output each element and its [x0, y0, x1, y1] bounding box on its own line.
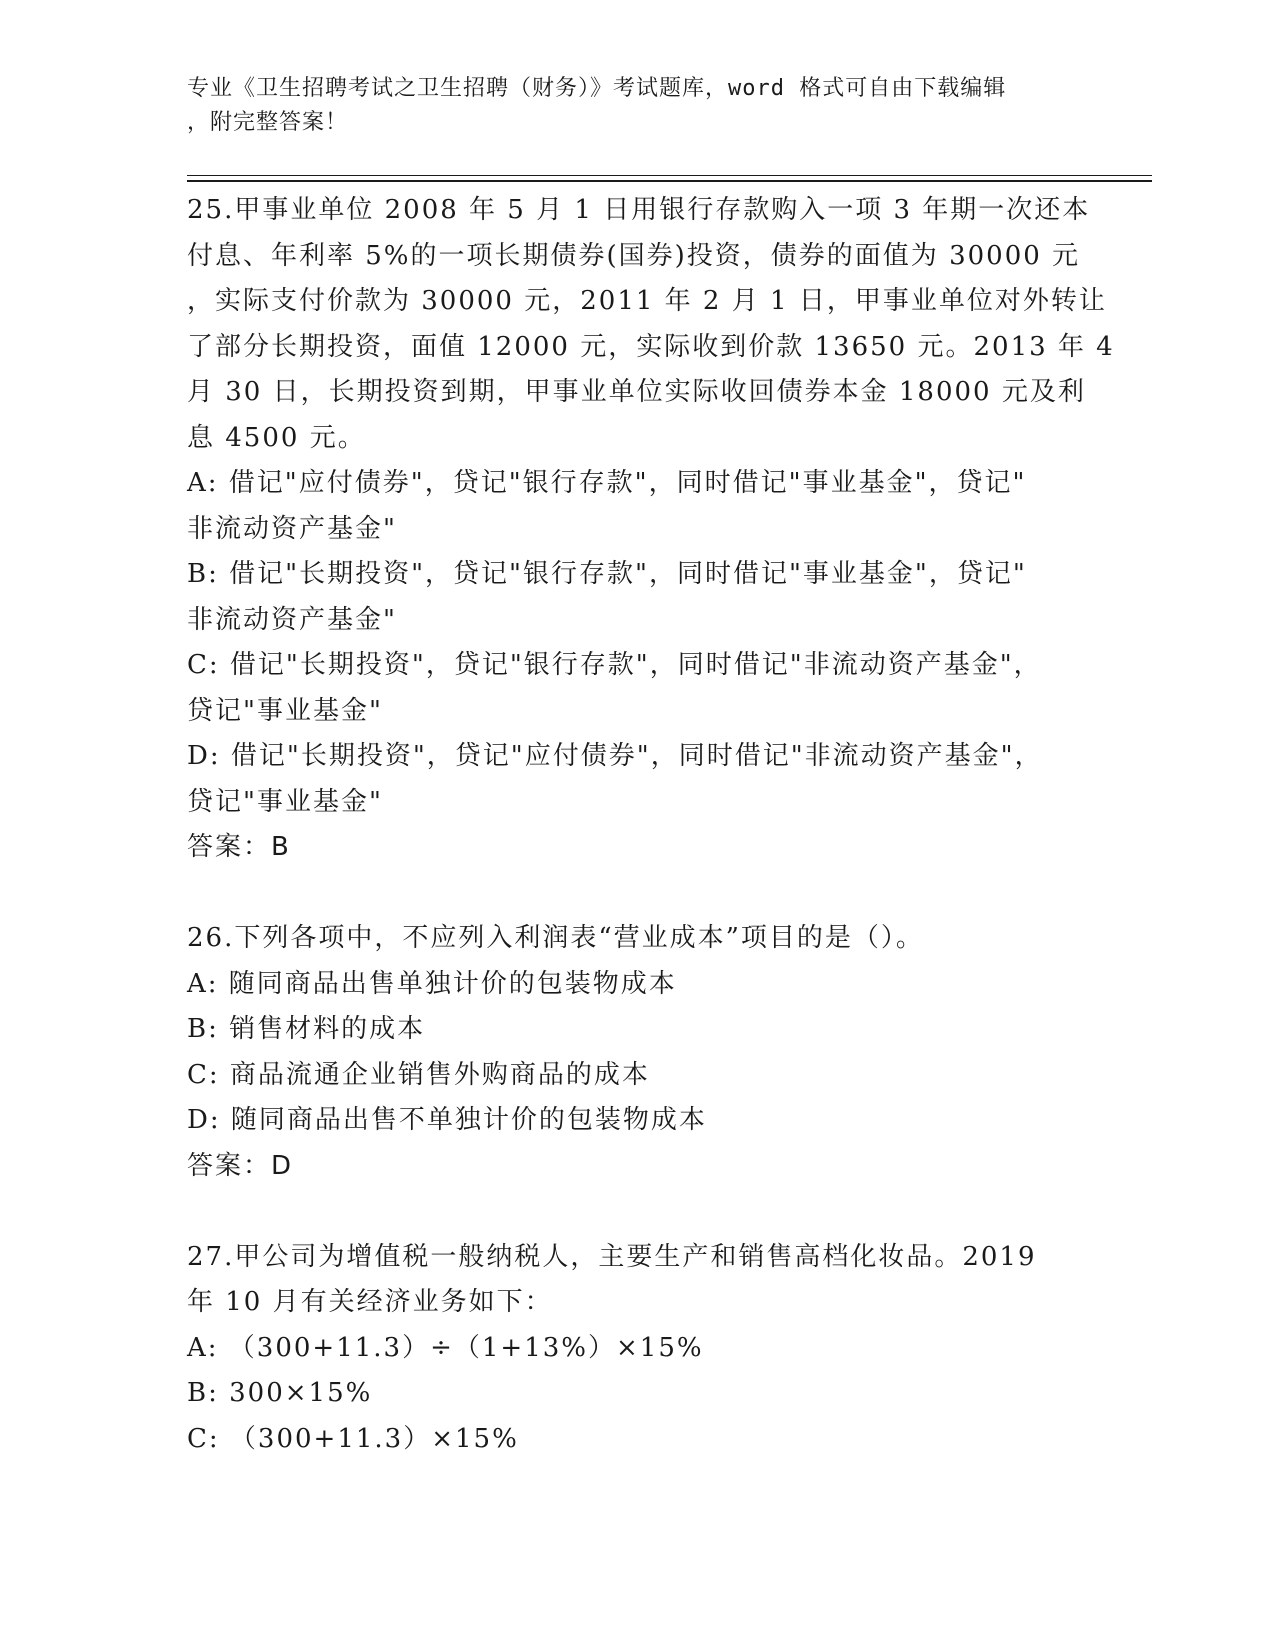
option-line: A: （300+11.3）÷（1+13%）×15%	[187, 1332, 704, 1363]
question-25	[187, 188, 1115, 871]
question-stem-line: 了部分长期投资，面值 12000 元，实际收到价款 13650 元。2013 年 4	[187, 331, 1115, 362]
question-stem-line: 付息、年利率 5%的一项长期债券(国券)投资，债券的面值为 30000 元	[187, 240, 1081, 271]
spacer	[187, 871, 1087, 917]
question-stem-line: 26.下列各项中，不应列入利润表“营业成本”项目的是（）。	[187, 923, 924, 953]
header-line: 专业《卫生招聘考试之卫生招聘（财务）》考试题库，word 格式可自由下载编辑	[187, 76, 1007, 101]
question-27	[187, 1235, 1087, 1463]
option-line: A: 借记"应付债券"，贷记"银行存款"，同时借记"事业基金"，贷记"	[187, 468, 1027, 498]
option-line: 非流动资产基金"	[187, 604, 397, 635]
option-line: B: 借记"长期投资"，贷记"银行存款"，同时借记"事业基金"，贷记"	[187, 559, 1027, 589]
option-line: D: 借记"长期投资"，贷记"应付债券"，同时借记"非流动资产基金"，	[187, 741, 1043, 771]
option-line: B: 销售材料的成本	[187, 1014, 426, 1044]
option-line: A: 随同商品出售单独计价的包装物成本	[187, 968, 677, 999]
option-line: 贷记"事业基金"	[187, 695, 383, 726]
question-26	[187, 916, 1087, 1189]
question-stem-line: 27.甲公司为增值税一般纳税人，主要生产和销售高档化妆品。2019	[187, 1241, 1037, 1272]
question-stem-line: 息 4500 元。	[187, 422, 366, 453]
question-stem-line: 月 30 日，长期投资到期，甲事业单位实际收回债券本金 18000 元及利	[187, 377, 1086, 407]
option-line: C: 商品流通企业销售外购商品的成本	[187, 1059, 650, 1090]
question-list	[187, 188, 1115, 1462]
document-header	[187, 72, 1067, 140]
question-stem-line: ，实际支付价款为 30000 元，2011 年 2 月 1 日，甲事业单位对外转让	[187, 286, 1107, 316]
option-line: 贷记"事业基金"	[187, 786, 383, 817]
option-line: C: （300+11.3）×15%	[187, 1423, 519, 1454]
question-stem-line: 年 10 月有关经济业务如下：	[187, 1287, 553, 1317]
option-line: 非流动资产基金"	[187, 513, 397, 544]
header-divider-thick	[187, 180, 1152, 182]
option-line: B: 300×15%	[187, 1378, 373, 1408]
option-line: C: 借记"长期投资"，贷记"银行存款"，同时借记"非流动资产基金"，	[187, 650, 1042, 680]
spacer	[187, 1189, 1087, 1235]
header-divider	[187, 175, 1152, 176]
answer-line: 答案：B	[187, 832, 291, 862]
header-line: ，附完整答案！	[187, 110, 349, 135]
question-stem-line: 25.甲事业单位 2008 年 5 月 1 日用银行存款购入一项 3 年期一次还本	[187, 195, 1091, 225]
option-line: D: 随同商品出售不单独计价的包装物成本	[187, 1105, 707, 1135]
answer-line: 答案：D	[187, 1150, 294, 1181]
